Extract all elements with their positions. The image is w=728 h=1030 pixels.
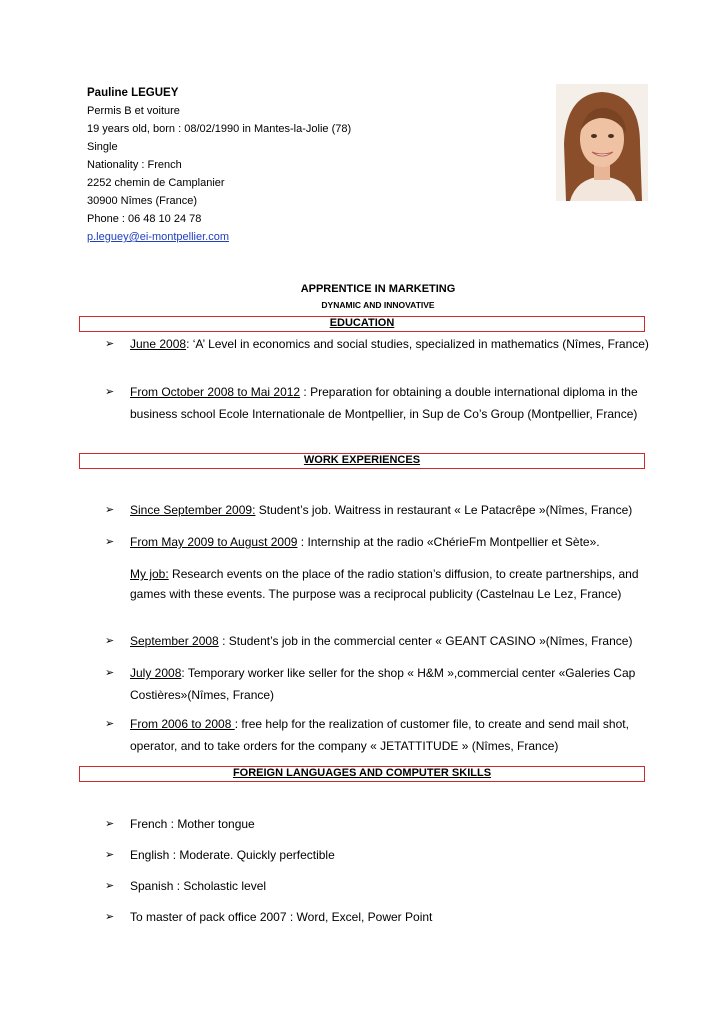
section-education xyxy=(79,316,645,332)
list-item xyxy=(105,662,650,706)
list-item xyxy=(105,630,650,652)
arrow-bullet-icon: ➢ xyxy=(105,635,115,647)
arrow-bullet-icon: ➢ xyxy=(105,536,115,548)
person-name: Pauline LEGUEY xyxy=(87,87,179,99)
arrow-bullet-icon: ➢ xyxy=(105,818,115,830)
item-date: September 2008 xyxy=(130,634,219,648)
skill-text: English : Moderate. Quickly perfectible xyxy=(130,848,335,862)
arrow-bullet-icon: ➢ xyxy=(105,718,115,730)
skill-text: French : Mother tongue xyxy=(130,817,255,831)
list-item xyxy=(105,333,650,355)
list-item xyxy=(105,713,650,757)
list-item xyxy=(105,844,650,866)
section-skills xyxy=(79,766,645,782)
info-line: 2252 chemin de Camplanier xyxy=(87,177,225,189)
item-text: : ‘A’ Level in economics and social studies, specialized in mathematics (Nîmes, France) xyxy=(186,337,649,351)
arrow-bullet-icon: ➢ xyxy=(105,880,115,892)
info-line: Permis B et voiture xyxy=(87,105,180,117)
arrow-bullet-icon: ➢ xyxy=(105,504,115,516)
section-work xyxy=(79,453,645,469)
skill-text: To master of pack office 2007 : Word, Excel, Power Point xyxy=(130,910,433,924)
item-text: : Internship at the radio «ChérieFm Montpellier et Sète». xyxy=(297,535,600,549)
section-heading: FOREIGN LANGUAGES AND COMPUTER SKILLS xyxy=(232,767,492,779)
item-date: Since September 2009: xyxy=(130,503,256,517)
arrow-bullet-icon: ➢ xyxy=(105,849,115,861)
item-text: : free help for the realization of customer file, to create and send mail shot, operator, and to take orders for the company « JETATTITUDE » (Nîmes, France) xyxy=(130,717,629,753)
info-line: 30900 Nîmes (France) xyxy=(87,195,198,207)
profile-photo xyxy=(556,84,648,201)
info-line: Phone : 06 48 10 24 78 xyxy=(87,213,202,225)
section-heading: WORK EXPERIENCES xyxy=(303,454,421,466)
arrow-bullet-icon: ➢ xyxy=(105,667,115,679)
arrow-bullet-icon: ➢ xyxy=(105,911,115,923)
arrow-bullet-icon: ➢ xyxy=(105,338,115,350)
info-line: Nationality : French xyxy=(87,159,182,171)
list-item xyxy=(105,381,650,425)
personal-info xyxy=(87,84,351,246)
section-heading: EDUCATION xyxy=(329,317,395,329)
list-item xyxy=(105,906,650,928)
headline-subtitle: DYNAMIC AND INNOVATIVE xyxy=(321,300,435,310)
info-line: Single xyxy=(87,141,118,153)
item-text: Student’s job. Waitress in restaurant « Le Patacrêpe »(Nîmes, France) xyxy=(255,503,633,517)
myjob-text: Research events on the place of the radio station’s diffusion, to create partnerships, and games with these events. The purpose was a reciprocal publicity (Castelnau Le Lez, France) xyxy=(130,567,639,601)
item-date: From 2006 to 2008 xyxy=(130,717,235,731)
email-link[interactable]: p.leguey@ei-montpellier.com xyxy=(87,231,230,243)
info-line: 19 years old, born : 08/02/1990 in Mantes-la-Jolie (78) xyxy=(87,123,352,135)
headline-title: APPRENTICE IN MARKETING xyxy=(300,283,456,295)
item-date: From October 2008 to Mai 2012 xyxy=(130,385,301,399)
myjob-label: My job: xyxy=(130,567,169,581)
item-text: : Student’s job in the commercial center « GEANT CASINO »(Nîmes, France) xyxy=(218,634,633,648)
list-item xyxy=(105,531,650,553)
job-description xyxy=(130,564,650,604)
list-item xyxy=(105,875,650,897)
arrow-bullet-icon: ➢ xyxy=(105,386,115,398)
skill-text: Spanish : Scholastic level xyxy=(130,879,267,893)
item-date: From May 2009 to August 2009 xyxy=(130,535,298,549)
item-date: July 2008 xyxy=(130,666,182,680)
list-item xyxy=(105,813,650,835)
list-item xyxy=(105,499,650,521)
item-text: : Preparation for obtaining a double international diploma in the business school Ecole Internationale de Montpellier, in Sup de Co’s Group (Montpellier, France) xyxy=(130,385,638,421)
item-text: : Temporary worker like seller for the shop « H&M »,commercial center «Galeries Cap Costières»(Nîmes, France) xyxy=(130,666,636,702)
item-date: June 2008 xyxy=(130,337,187,351)
